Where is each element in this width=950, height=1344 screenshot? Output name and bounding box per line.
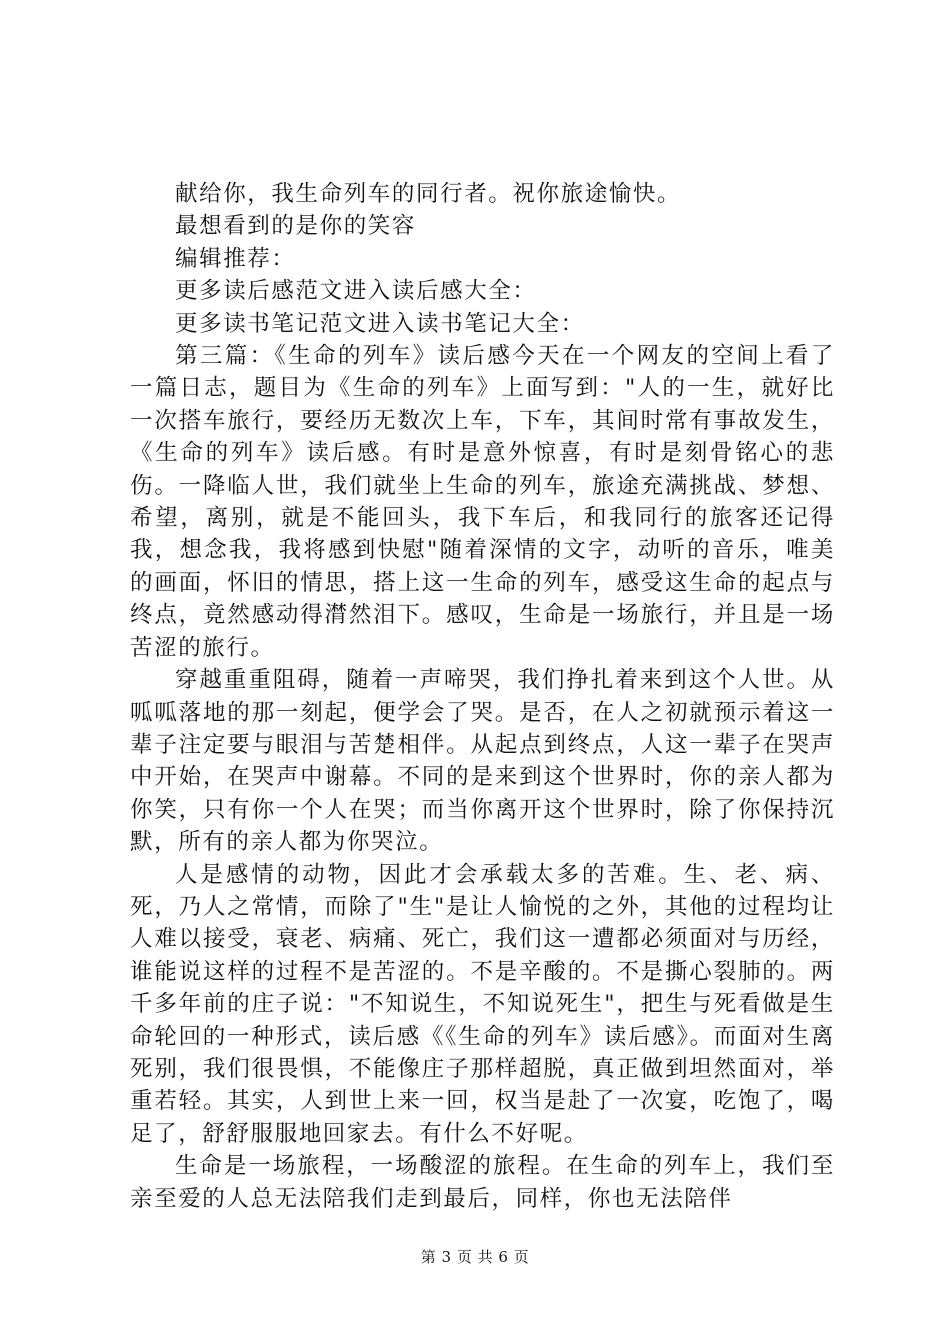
paragraph: 最想看到的是你的笑容 (175, 213, 417, 240)
paragraph: 人是感情的动物，因此才会承载太多的苦难。生、老、病、死，乃人之常情，而除了"生"是让人愉悦的之外，其他的过程均让人难以接受，衰老、病痛、死亡，我们这一遭都必须面对与历经，谁能说这样的过程不是苦涩的。不是辛酸的。不是撕心裂肺的。两千多年前的庄子说："不知说生，不知说死生"，把生与死看做是生命轮回的一种形式，读后感《《生命的列车》读后感》。而面对生离死别，我们很畏惧，不能像庄子那样超脱，真正做到坦然面对，举重若轻。其实，人到世上来一回，权当是赴了一次宴，吃饱了，喝足了，舒舒服服地回家去。有什么不好呢。 (130, 861, 835, 1147)
page-footer: 第 3 页 共 6 页 (420, 1248, 530, 1266)
paragraph: 第三篇：《生命的列车》读后感今天在一个网友的空间上看了一篇日志，题目为《生命的列车》上面写到："人的一生，就好比一次搭车旅行，要经历无数次上车，下车，其间时常有事故发生，《生命的列车》读后感。有时是意外惊喜，有时是刻骨铭心的悲伤。一降临人世，我们就坐上生命的列车，旅途充满挑战、梦想、希望，离别，就是不能回头，我下车后，和我同行的旅客还记得我，想念我，我将感到快慰"随着深情的文字，动听的音乐，唯美的画面，怀旧的情思，搭上这一生命的列车，感受这生命的起点与终点，竟然感动得潸然泪下。感叹，生命是一场旅行，并且是一场苦涩的旅行。 (130, 343, 835, 661)
paragraph: 献给你，我生命列车的同行者。祝你旅途愉快。 (175, 181, 682, 207)
paragraph: 更多读书笔记范文进入读书笔记大全： (175, 310, 585, 337)
paragraph: 生命是一场旅程，一场酸涩的旅程。在生命的列车上，我们至亲至爱的人总无法陪我们走到最后，同样，你也无法陪伴 (130, 1153, 835, 1212)
document-body (130, 178, 835, 1215)
paragraph: 更多读后感范文进入读后感大全： (175, 278, 537, 305)
paragraph: 穿越重重阻碍，随着一声啼哭，我们挣扎着来到这个人世。从呱呱落地的那一刻起，便学会了哭。是否，在人之初就预示着这一辈子注定要与眼泪与苦楚相伴。从起点到终点，人这一辈子在哭声中开始，在哭声中谢幕。不同的是来到这个世界时，你的亲人都为你笑，只有你一个人在哭；而当你离开这个世界时，除了你保持沉默，所有的亲人都为你哭泣。 (130, 667, 835, 856)
paragraph: 编辑推荐： (175, 245, 296, 272)
